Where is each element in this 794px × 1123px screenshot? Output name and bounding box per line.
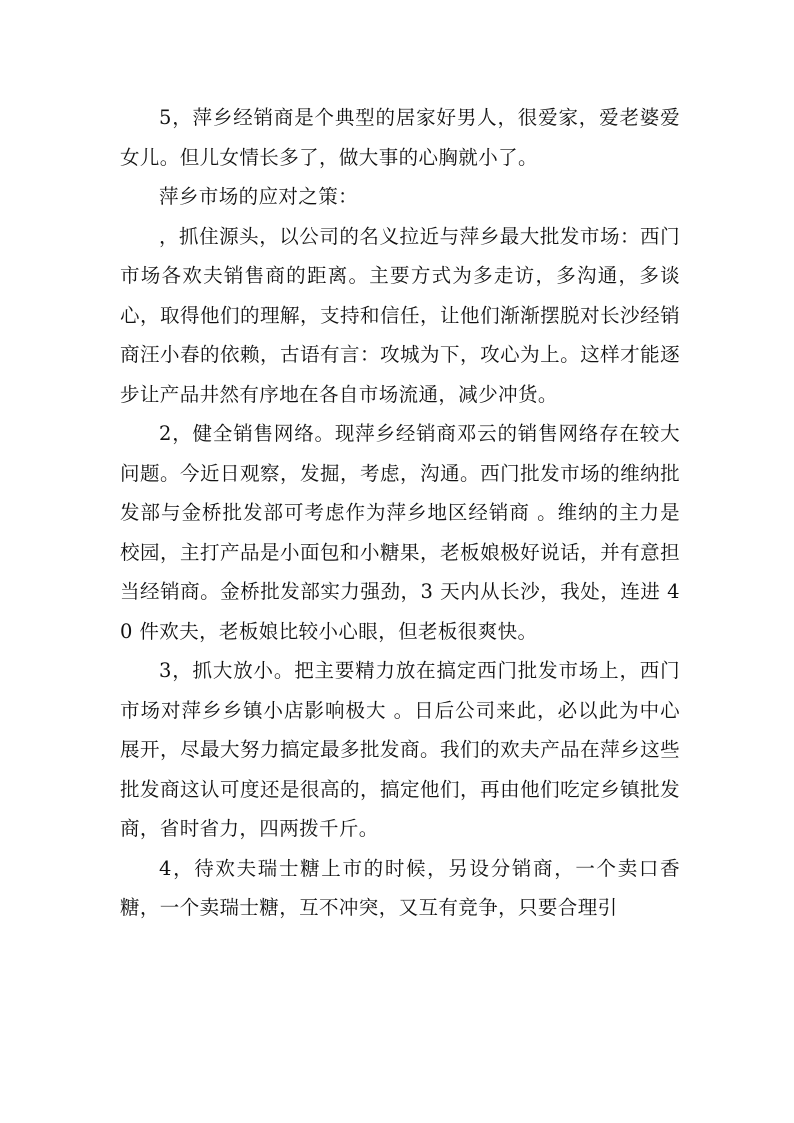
paragraph-focus-major: 3，抓大放小。把主要精力放在搞定西门批发市场上，西门市场对萍乡乡镇小店影响极大 。日后公司来此，必以此为中心展开，尽最大努力搞定最多批发商。我们的欢夫产品在萍乡这些批发商这认可度还是很高的，搞定他们，再由他们吃定乡镇批发商，省时省力，四两拨千斤。	[120, 659, 680, 840]
paragraph-wife-and-family: 5，萍乡经销商是个典型的居家好男人，很爱家，爱老婆爱女儿。但儿女情长多了，做大事的心胸就小了。	[120, 106, 680, 169]
paragraph-sales-network: 2，健全销售网络。现萍乡经销商邓云的销售网络存在较大问题。今近日观察，发掘，考虑，沟通。西门批发市场的维纳批发部与金桥批发部可考虑作为萍乡地区经销商 。维纳的主力是校园，主打产品是小面包和小糖果，老板娘极好说话，并有意担当经销商。金桥批发部实力强劲，3 天内从长沙，我处，连进 40 件欢夫，老板娘比较小心眼，但老板很爽快。	[120, 422, 680, 643]
paragraph-countermeasures-heading: 萍乡市场的应对之策：	[159, 185, 359, 208]
paragraph-swiss-candy: 4，待欢夫瑞士糖上市的时候，另设分销商，一个卖口香糖，一个卖瑞士糖，互不冲突，又互有竞争，只要合理引	[120, 856, 680, 919]
paragraph-grasp-source: ，抓住源头，以公司的名义拉近与萍乡最大批发市场：西门市场各欢夫销售商的距离。主要方式为多走访，多沟通，多谈心，取得他们的理解，支持和信任，让他们渐渐摆脱对长沙经销商汪小春的依赖，古语有言：攻城为下，攻心为上。这样才能逐步让产品井然有序地在各自市场流通，减少冲货。	[120, 224, 680, 406]
document-body	[120, 98, 680, 928]
